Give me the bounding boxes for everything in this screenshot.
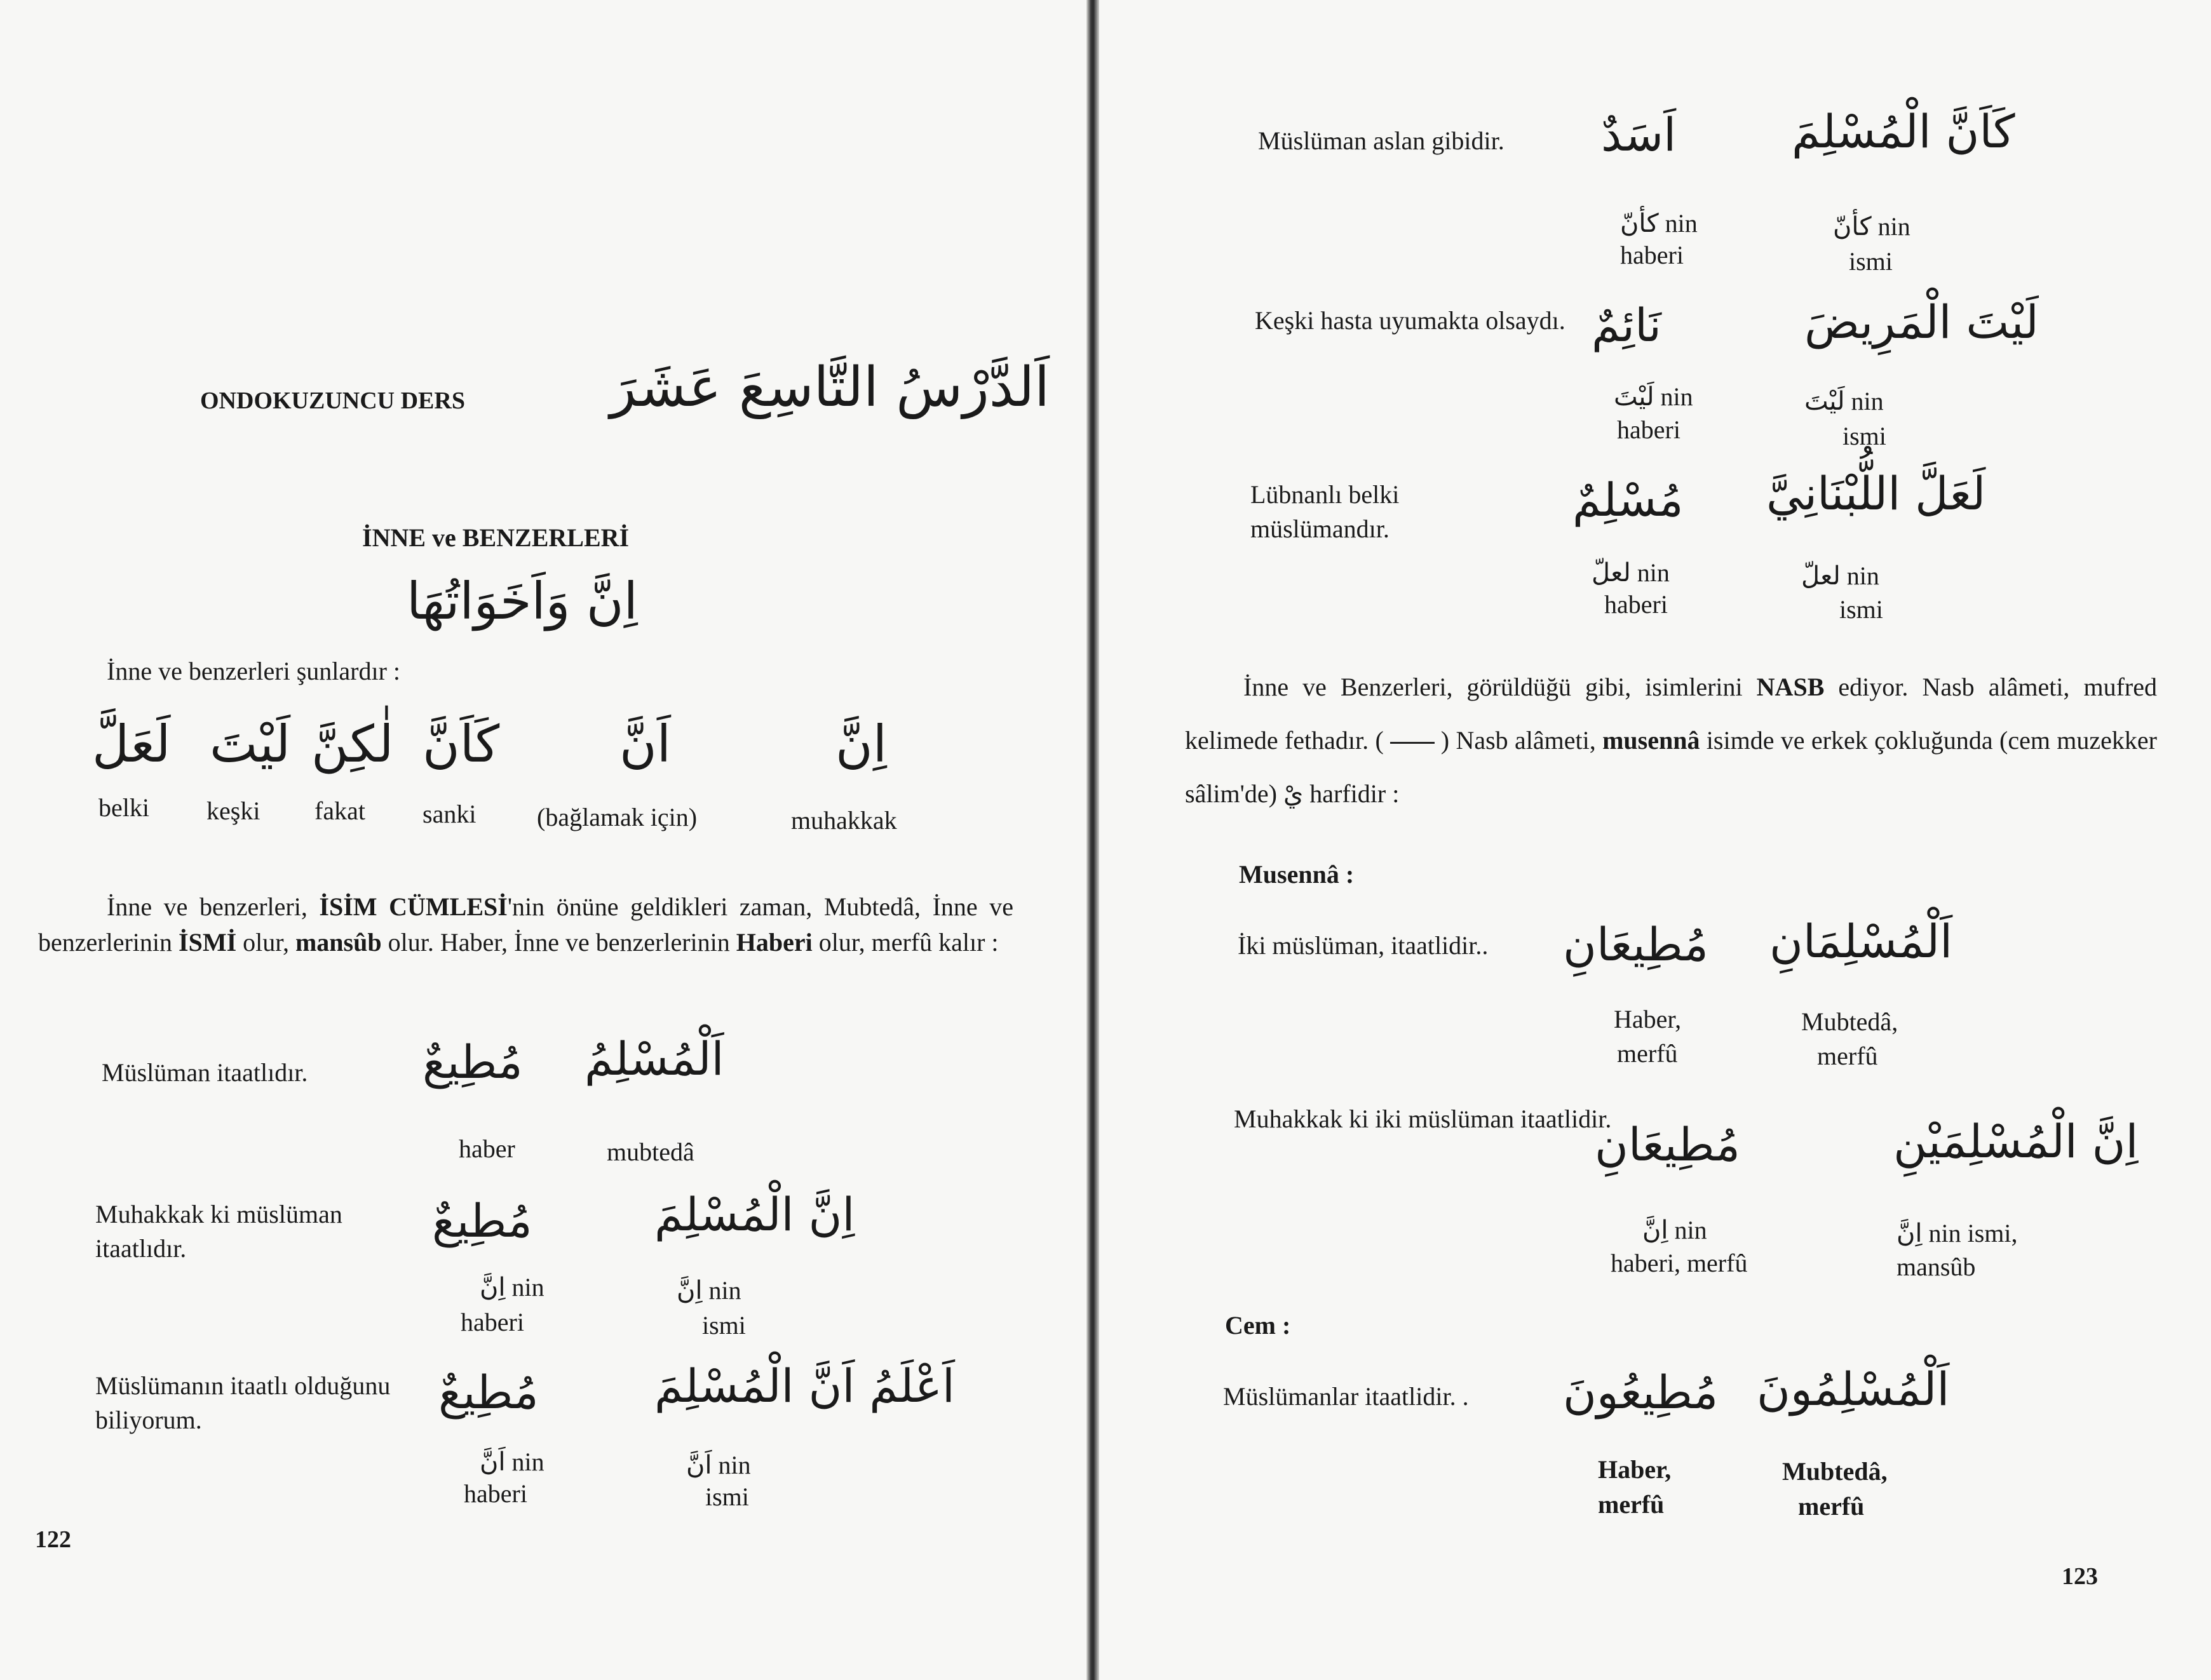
example-sentence: Muhakkak ki müslüman itaatlıdır. <box>95 1200 342 1263</box>
label-right: اِنَّ nin <box>677 1276 741 1305</box>
example-arabic-predicate: اَسَدٌ <box>1601 108 1677 161</box>
example-arabic-predicate: مُطِيعُونَ <box>1563 1366 1719 1419</box>
right-page <box>1099 0 2211 1680</box>
left-page <box>0 0 1086 1680</box>
example-sentence: İki müslüman, itaatlidir.. <box>1238 931 1489 960</box>
explanation-paragraph: İnne ve benzerleri, İSİM CÜMLESİ'nin önüne geldikleri zaman, Mubtedâ, İnne ve benzerlerinin İSMİ olur, mansûb olur. Haber, İnne ve benzerlerinin Haberi olur, merfû kalır : <box>38 892 1013 957</box>
particle-arabic: اَنَّ <box>619 715 671 774</box>
example-arabic-subject: لَعَلَّ اللُّبْنَانِيَّ <box>1766 467 1986 520</box>
label-left: لَيْتَ nin <box>1614 382 1693 412</box>
example-arabic-predicate: نَائِمٌ <box>1592 299 1661 352</box>
example-arabic-predicate: مُطِيعٌ <box>423 1035 523 1089</box>
nasb-paragraph: İnne ve Benzerleri, görüldüğü gibi, isimlerini NASB ediyor. Nasb alâmeti, mufred kelimede fethadır. ( ) Nasb alâmeti, musennâ isimde ve erkek çokluğunda (cem muzekker sâlim'de) يْ harfidir : <box>1185 673 2158 809</box>
example-arabic-predicate: مُطِيعَانِ <box>1563 918 1708 971</box>
caption-left: merfû <box>1617 1039 1678 1068</box>
example-arabic-subject: اِنَّ الْمُسْلِمَ <box>654 1188 855 1241</box>
caption-left: haber <box>459 1134 515 1163</box>
label-right: كأنّ nin <box>1833 212 1910 241</box>
label-right: لَيْتَ nin <box>1804 387 1884 416</box>
example-sentence: Keşki hasta uyumakta olsaydı. <box>1255 306 1565 335</box>
label-left: اَنَّ nin <box>480 1448 544 1477</box>
page-number: 123 <box>2062 1563 2098 1590</box>
caption-right: merfû <box>1798 1492 1865 1521</box>
particle-caption: fakat <box>314 796 365 825</box>
page-number: 122 <box>35 1526 71 1553</box>
example-arabic-predicate: مُطِيعٌ <box>438 1366 539 1419</box>
example-arabic-subject: كَاَنَّ الْمُسْلِمَ <box>1792 105 2015 158</box>
fatha-mark <box>1390 742 1435 744</box>
caption-right: mansûb <box>1897 1253 1976 1281</box>
caption-right: mubtedâ <box>607 1138 694 1166</box>
example-arabic-subject: لَيْتَ الْمَرِيضَ <box>1804 295 2039 349</box>
particle-caption: sanki <box>423 800 477 828</box>
section-title: İNNE ve BENZERLERİ <box>362 523 630 552</box>
example-sentence: Lübnanlı belki müslümandır. <box>1250 480 1400 543</box>
caption-left: Haber, <box>1598 1455 1672 1484</box>
particle-arabic: اِنَّ <box>835 715 887 774</box>
example-arabic-subject: اَلْمُسْلِمُونَ <box>1757 1362 1950 1416</box>
example-arabic-subject: اِنَّ الْمُسْلِمَيْنِ <box>1893 1115 2139 1168</box>
caption-right: ismi <box>1839 595 1883 624</box>
cem-heading: Cem : <box>1225 1311 1291 1340</box>
caption-left: haberi <box>1617 415 1680 444</box>
caption-right: ismi <box>702 1311 746 1340</box>
particle-caption: muhakkak <box>791 806 897 835</box>
ya-letter: يْ <box>1283 779 1304 809</box>
caption-right: ismi <box>1849 247 1893 276</box>
caption-right: ismi <box>1842 422 1886 450</box>
caption-right: Mubtedâ, <box>1782 1457 1888 1486</box>
caption-left: haberi, merfû <box>1611 1249 1748 1277</box>
example-arabic-subject: اَعْلَمُ اَنَّ الْمُسْلِمَ <box>654 1359 955 1413</box>
label-right: اِنَّ nin ismi, <box>1897 1219 2018 1248</box>
example-sentence: Müslümanın itaatlı olduğunu biliyorum. <box>95 1371 391 1434</box>
particle-caption: keşki <box>206 796 260 825</box>
section-title-arabic: اِنَّ وَاَخَوَاتُهَا <box>407 572 638 631</box>
label-left: كأنّ nin <box>1620 209 1698 238</box>
book-gutter <box>1086 0 1099 1680</box>
musenna-heading: Musennâ : <box>1239 860 1355 889</box>
lesson-title-arabic: اَلدَّرْسُ التَّاسِعَ عَشَرَ <box>610 356 1050 419</box>
caption-left: merfû <box>1598 1490 1665 1519</box>
example-sentence: Müslüman aslan gibidir. <box>1258 126 1504 155</box>
caption-right: Mubtedâ, <box>1801 1007 1898 1036</box>
example-arabic-subject: اَلْمُسْلِمَانِ <box>1769 915 1953 968</box>
example-arabic-subject: اَلْمُسْلِمُ <box>585 1032 724 1085</box>
caption-left: haberi <box>1620 241 1684 269</box>
example-arabic-predicate: مُطِيعَانِ <box>1595 1118 1740 1171</box>
caption-left: haberi <box>461 1308 524 1336</box>
caption-right: merfû <box>1817 1042 1878 1070</box>
example-sentence: Müslümanlar itaatlidir. . <box>1223 1382 1469 1411</box>
example-sentence: Müslüman itaatlıdır. <box>102 1058 308 1087</box>
caption-right: ismi <box>705 1482 749 1511</box>
label-left: اِنَّ nin <box>480 1273 544 1302</box>
particle-arabic: لٰكِنَّ <box>311 715 394 774</box>
particle-caption: (bağlamak için) <box>537 803 698 831</box>
caption-left: haberi <box>464 1479 527 1508</box>
example-arabic-predicate: مُطِيعٌ <box>432 1194 532 1247</box>
label-left: لعلّ nin <box>1592 558 1670 588</box>
intro-text: İnne ve benzerleri şunlardır : <box>107 657 401 685</box>
label-right: لعلّ nin <box>1801 561 1879 591</box>
particle-arabic: كَاَنَّ <box>423 715 500 774</box>
caption-left: Haber, <box>1614 1005 1682 1033</box>
particle-caption: belki <box>98 793 149 822</box>
label-left: اِنَّ nin <box>1642 1216 1707 1245</box>
example-sentence: Muhakkak ki iki müslüman itaatlidir. <box>1234 1105 1612 1133</box>
particle-arabic: لَيْتَ <box>210 715 291 774</box>
example-arabic-predicate: مُسْلِمٌ <box>1572 473 1684 527</box>
caption-left: haberi <box>1604 590 1668 619</box>
label-right: اَنَّ nin <box>686 1451 751 1480</box>
lesson-title: ONDOKUZUNCU DERS <box>200 387 465 414</box>
particle-arabic: لَعَلَّ <box>92 715 171 774</box>
